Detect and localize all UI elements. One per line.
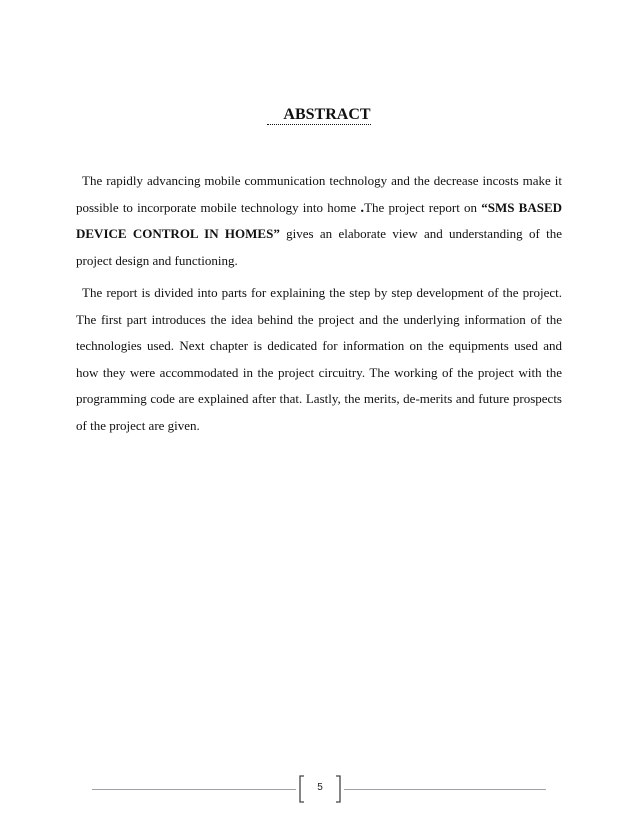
paragraph-1-lead: The rapidly advancing mobile communication technology and the decrease incosts make it possible to incorporate mobile technology into home: [76, 173, 562, 215]
paragraph-2-body: The report is divided into parts for explaining the step by step development of the project. The first part introduces the idea behind the project and the underlying information of the technologies used. Next chapter is dedicated for information on the equipments used and how they were accommodated in the project circuitry. The working of the project with the programming code are explained after that. Lastly, the merits, de-merits and future prospects of the project are given.: [76, 285, 562, 433]
paragraph-1-text: [76, 168, 562, 274]
abstract-paragraph-1: [76, 168, 562, 274]
project-title-bold: “SMS BASED DEVICE CONTROL IN HOMES”: [76, 199, 562, 241]
footer-bracket-left-icon: [296, 775, 306, 803]
paragraph-1-period: .: [360, 199, 365, 216]
footer-bracket-right-icon: [334, 775, 344, 803]
footer-rule-right: [344, 789, 546, 790]
page-number: 5: [317, 782, 323, 793]
paragraph-1-mid: The project report on: [364, 199, 482, 215]
abstract-paragraph-2: [76, 280, 562, 439]
footer-rule-left: [92, 789, 296, 790]
paragraph-2-text: [76, 280, 562, 439]
abstract-heading: [0, 104, 638, 126]
paragraph-1-tail: gives an elaborate view and understanding of the project design and functioning.: [76, 226, 562, 268]
abstract-heading-text: ABSTRACT: [267, 106, 370, 125]
